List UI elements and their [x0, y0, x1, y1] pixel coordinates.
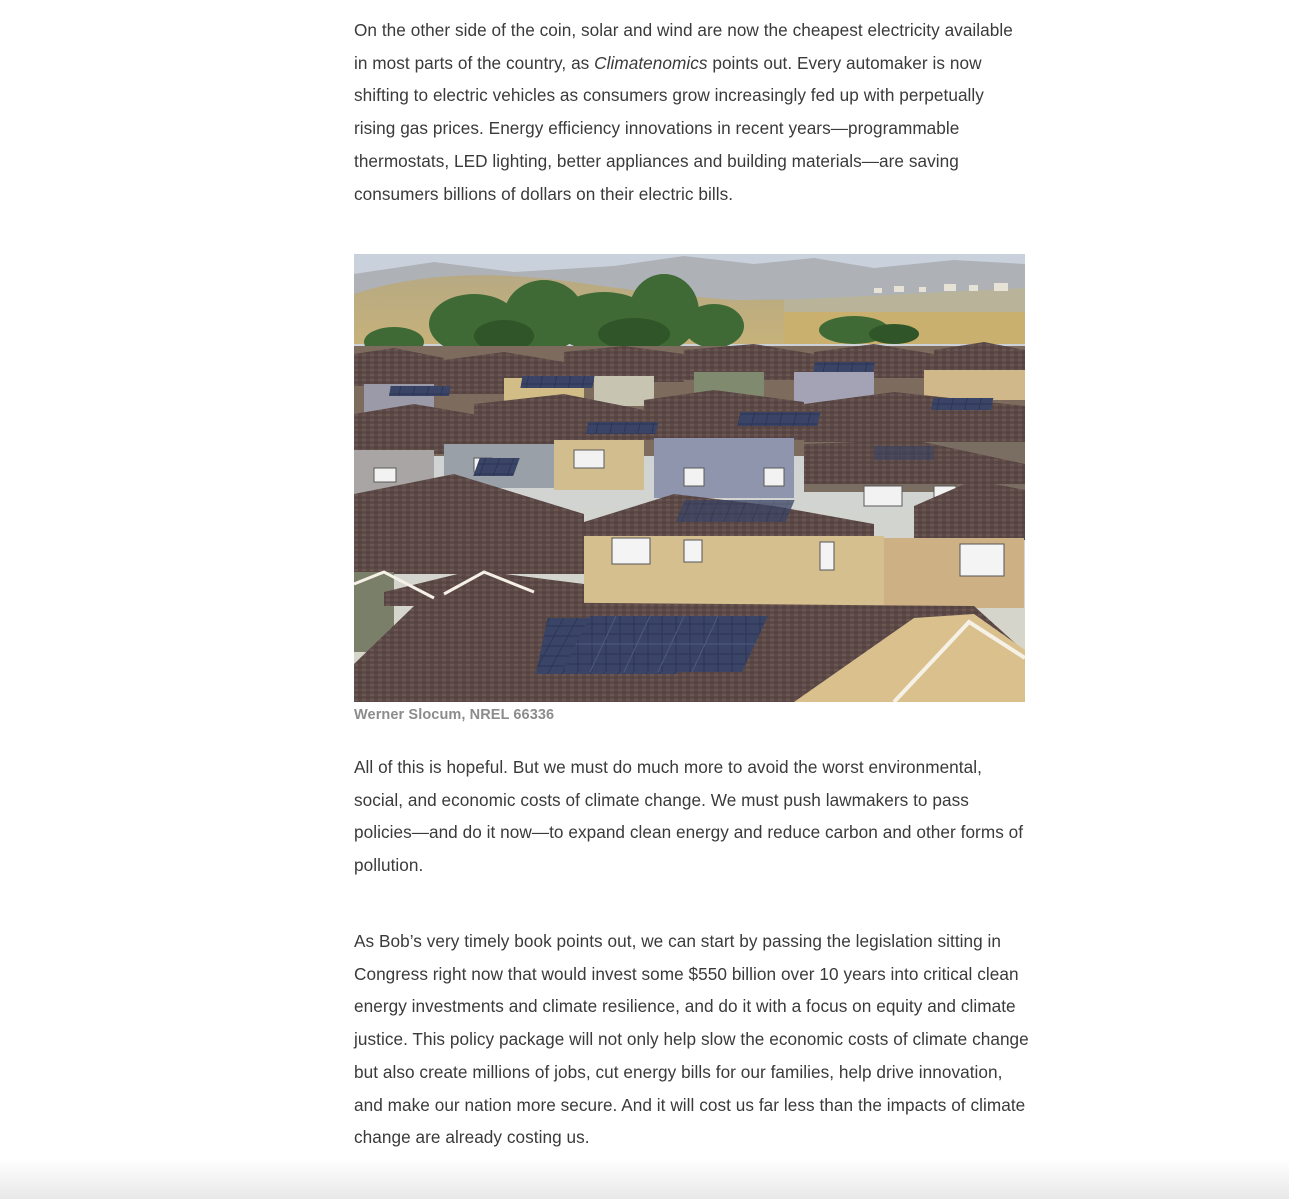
paragraph-hopeful: All of this is hopeful. But we must do much more to avoid the worst environmental, social, and economic costs of climate change. We must push lawmakers to pass policies—and do it now—to expand clean energy and reduce carbon and other forms of pollution.	[354, 757, 1024, 876]
paragraph-text: points out. Every automaker is now shifting to electric vehicles as consumers grow increasingly fed up with perpetually rising gas prices. Energy efficiency innovations in recent years—programmable thermostats, LED lighting, better appliances and building materials—are saving consumers billions of dollars on their electric bills.	[354, 52, 984, 204]
article-figure	[354, 254, 1025, 702]
paragraph-legislation: As Bob’s very timely book points out, we can start by passing the legislation sitting in Congress right now that would invest some $550 billion over 10 years into critical clean energy investments and climate resilience, and do it with a focus on equity and climate justice. This policy package will not only help slow the economic costs of climate change but also create millions of jobs, cut energy bills for our families, help drive innovation, and make our nation more secure. And it will cost us far less than the impacts of climate change are already costing us.	[354, 931, 1029, 1148]
bottom-fade-overlay	[0, 1159, 1289, 1199]
paragraph-text: On the other side of the coin, solar and wind are now the cheapest electricity available in most parts of the country, as	[354, 20, 1013, 73]
figure-caption: Werner Slocum, NREL 66336	[354, 707, 555, 723]
book-title: Climatenomics	[594, 52, 708, 73]
paragraph-solar-wind	[354, 14, 1029, 210]
suburban-solar-rooftops-photo	[354, 254, 1025, 702]
article-body	[354, 14, 1029, 210]
